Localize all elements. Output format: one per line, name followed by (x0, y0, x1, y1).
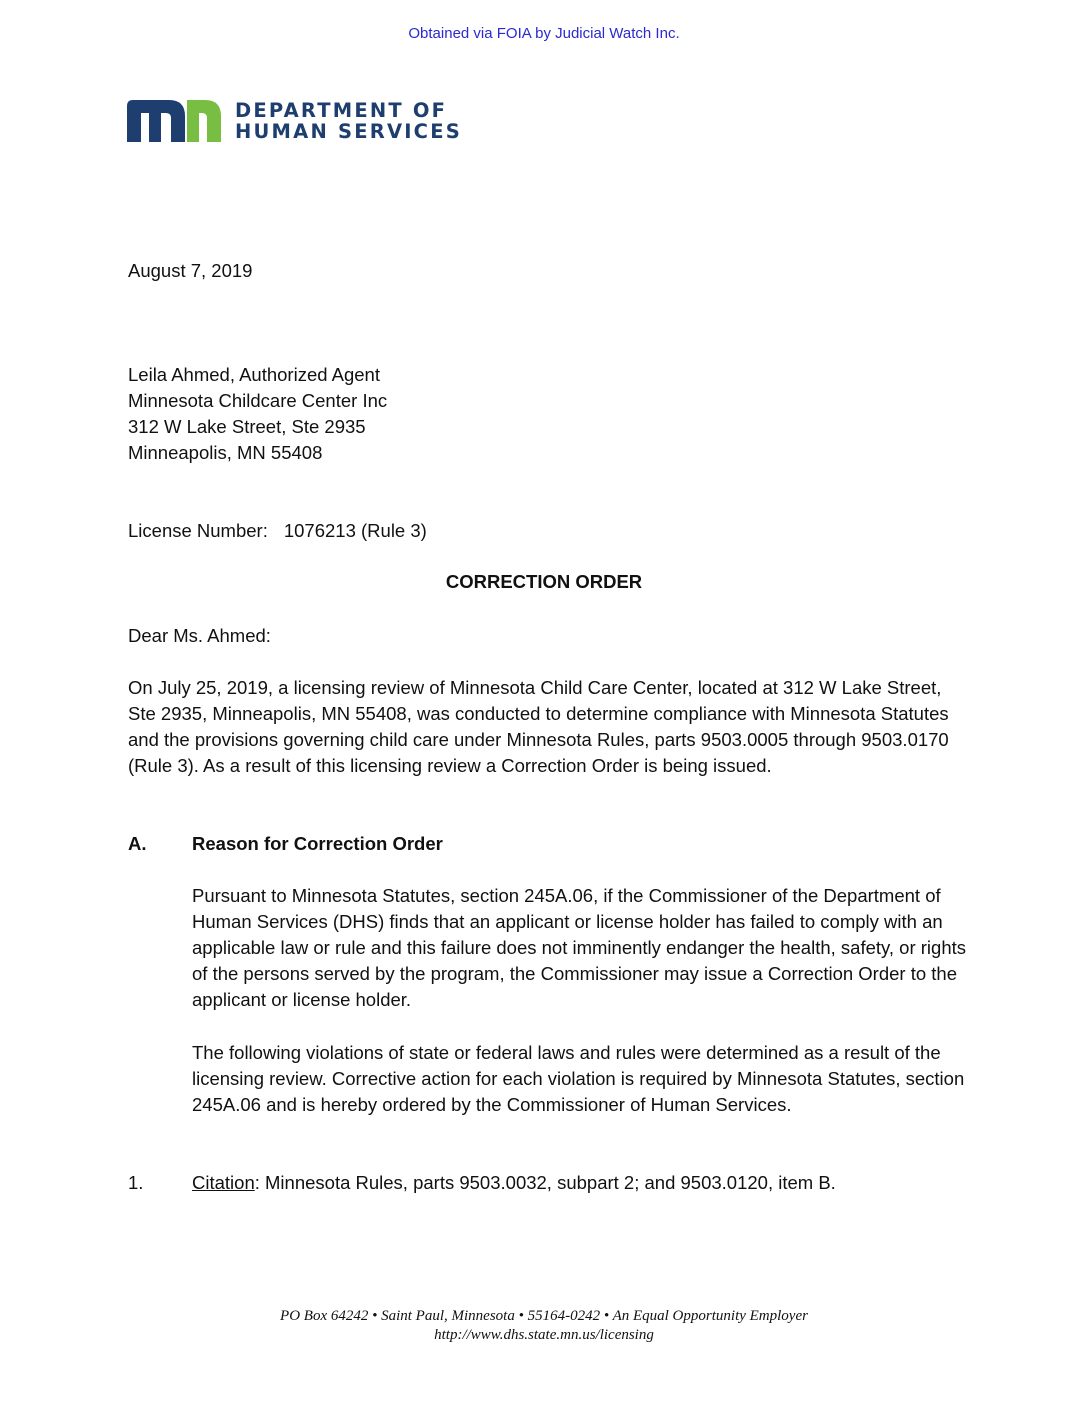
section-a-paragraph-2: The following violations of state or federal laws and rules were determined as a result of the licensing review. Corrective action for each violation is required by Minnesota Statutes, section 245A.06 and is hereby ordered by the Commissioner of Human Services. (192, 1042, 965, 1115)
logo-line-2: HUMAN SERVICES (235, 120, 462, 143)
address-line: 312 W Lake Street, Ste 2935 (128, 416, 366, 437)
footer-address: PO Box 64242 • Saint Paul, Minnesota • 55164-0242 • An Equal Opportunity Employer (280, 1308, 808, 1324)
recipient-address (128, 362, 387, 466)
section-a-heading (128, 831, 443, 857)
page-footer (0, 1307, 1088, 1345)
license-value: 1076213 (Rule 3) (283, 520, 427, 541)
intro-paragraph: On July 25, 2019, a licensing review of Minnesota Child Care Center, located at 312 W Lake Street, Ste 2935, Minneapolis, MN 55408, was conducted to determine compliance with Minnesota Statutes and the provisions governing child care under Minnesota Rules, parts 9503.0005 through 9503.0170 (Rule 3). As a result of this licensing review a Correction Order is being issued. (128, 677, 949, 776)
section-a-paragraph-1: Pursuant to Minnesota Statutes, section 245A.06, if the Commissioner of the Department of Human Services (DHS) finds that an applicant or license holder has failed to comply with an applicable law or rule and this failure does not imminently endanger the health, safety, or rights of the persons served by the program, the Commissioner may issue a Correction Order to the applicant or license holder. (192, 885, 967, 1010)
section-title: Reason for Correction Order (192, 833, 443, 854)
letter-date: August 7, 2019 (128, 260, 253, 281)
license-label: License Number: (128, 520, 268, 541)
citation-label: Citation (192, 1172, 255, 1193)
logo-text (235, 100, 462, 142)
address-line: Minneapolis, MN 55408 (128, 442, 323, 463)
address-line: Minnesota Childcare Center Inc (128, 390, 388, 411)
address-line: Leila Ahmed, Authorized Agent (128, 364, 380, 385)
dhs-logo (127, 100, 462, 142)
logo-line-1: DEPARTMENT OF (235, 99, 448, 122)
citation-number: 1. (128, 1172, 144, 1193)
footer-url: http://www.dhs.state.mn.us/licensing (434, 1327, 654, 1343)
salutation: Dear Ms. Ahmed: (128, 625, 271, 646)
citation-text: : Minnesota Rules, parts 9503.0032, subpart 2; and 9503.0120, item B. (254, 1172, 836, 1193)
section-number: A. (128, 833, 147, 854)
mn-logo-icon (127, 100, 221, 142)
license-number (128, 518, 427, 544)
citation-item (128, 1170, 836, 1196)
foia-watermark: Obtained via FOIA by Judicial Watch Inc. (408, 25, 680, 42)
document-title: CORRECTION ORDER (445, 571, 643, 592)
